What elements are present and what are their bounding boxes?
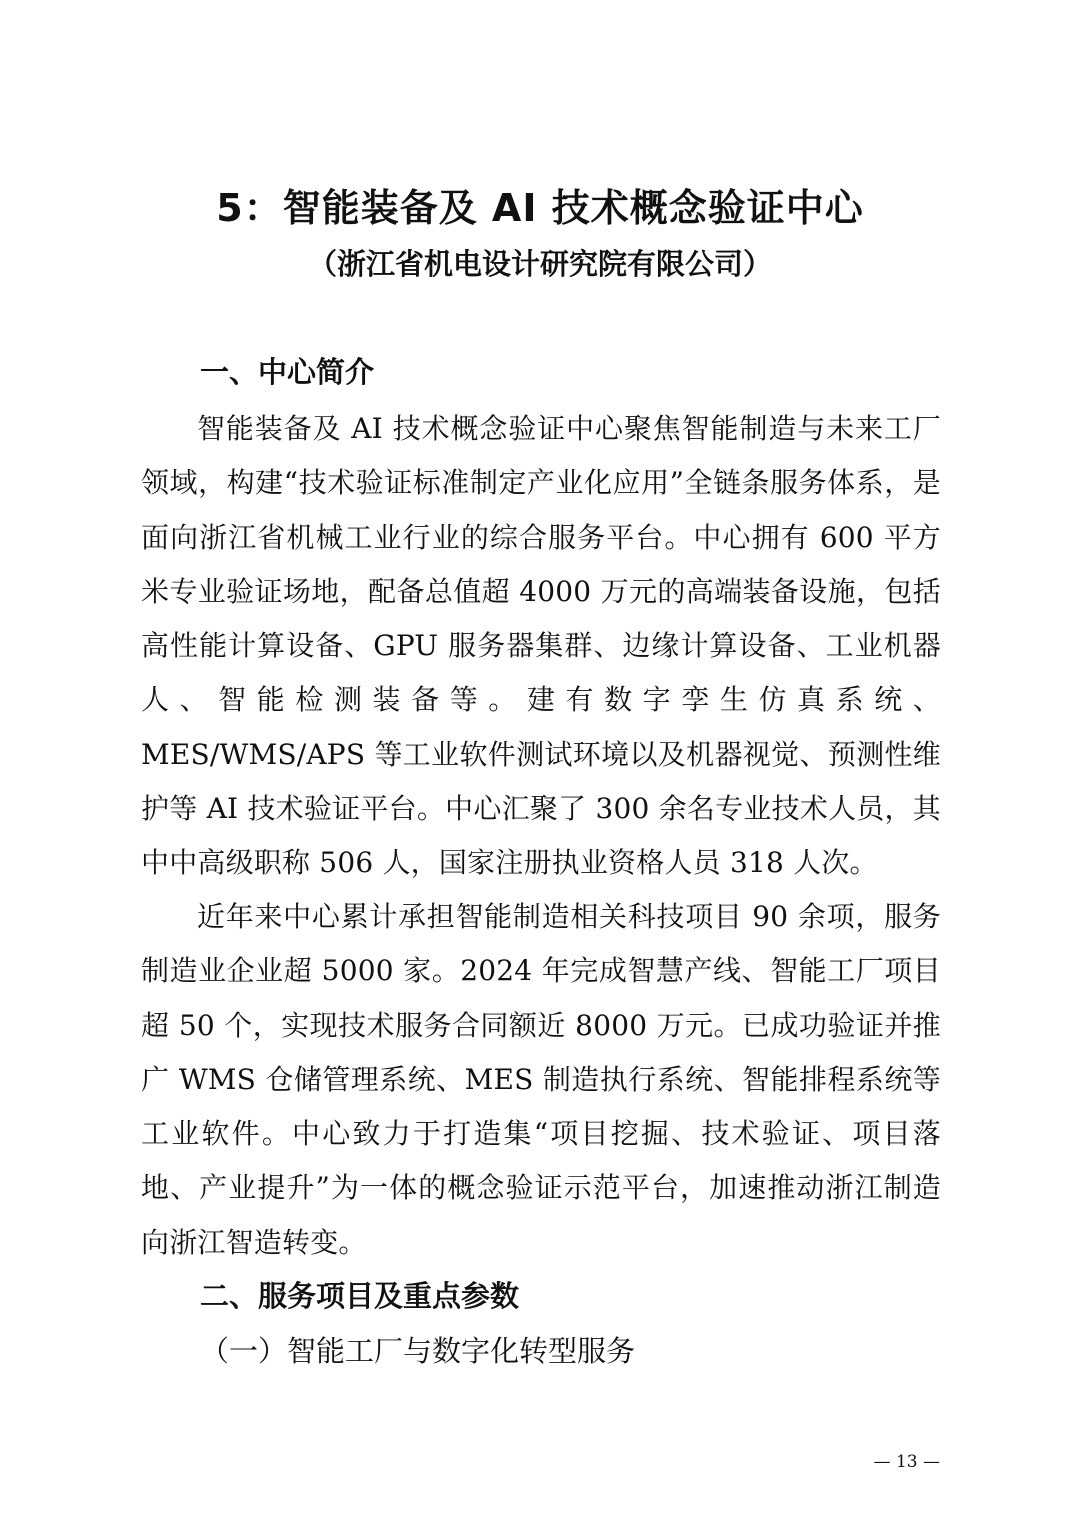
subsection-heading-smart-factory: （一）智能工厂与数字化转型服务	[200, 1334, 636, 1368]
paragraph-achievements: 近年来中心累计承担智能制造相关科技项目 90 余项，服务制造业企业超 5000 家。2024 年完成智慧产线、智能工厂项目超 50 个，实现技术服务合同额近 8000 万元。已成功验证并推广 WMS 仓储管理系统、MES 制造执行系统、智能排程系统等工业软件。中心致力于打造集“项目挖掘、技术验证、项目落地、产业提升”为一体的概念验证示范平台，加速推动浙江制造向浙江智造转变。	[141, 900, 941, 1259]
document-subtitle: （浙江省机电设计研究院有限公司）	[307, 247, 772, 281]
paragraph-intro: 智能装备及 AI 技术概念验证中心聚焦智能制造与未来工厂领域，构建“技术验证标准制定产业化应用”全链条服务体系，是面向浙江省机械工业行业的综合服务平台。中心拥有 600 平方米专业验证场地，配备总值超 4000 万元的高端装备设施，包括高性能计算设备、GPU 服务器集群、边缘计算设备、工业机器人、智能检测装备等。建有数字孪生仿真系统、MES/WMS/APS 等工业软件测试环境以及机器视觉、预测性维护等 AI 技术验证平台。中心汇聚了 300 余名专业技术人员，其中中高级职称 506 人，国家注册执业资格人员 318 人次。	[141, 412, 941, 880]
page-number: — 13 —	[873, 1452, 940, 1472]
section-heading-intro: 一、中心简介	[200, 355, 375, 389]
section-heading-services: 二、服务项目及重点参数	[200, 1279, 520, 1313]
document-title: 5：智能装备及 AI 技术概念验证中心	[216, 186, 864, 230]
